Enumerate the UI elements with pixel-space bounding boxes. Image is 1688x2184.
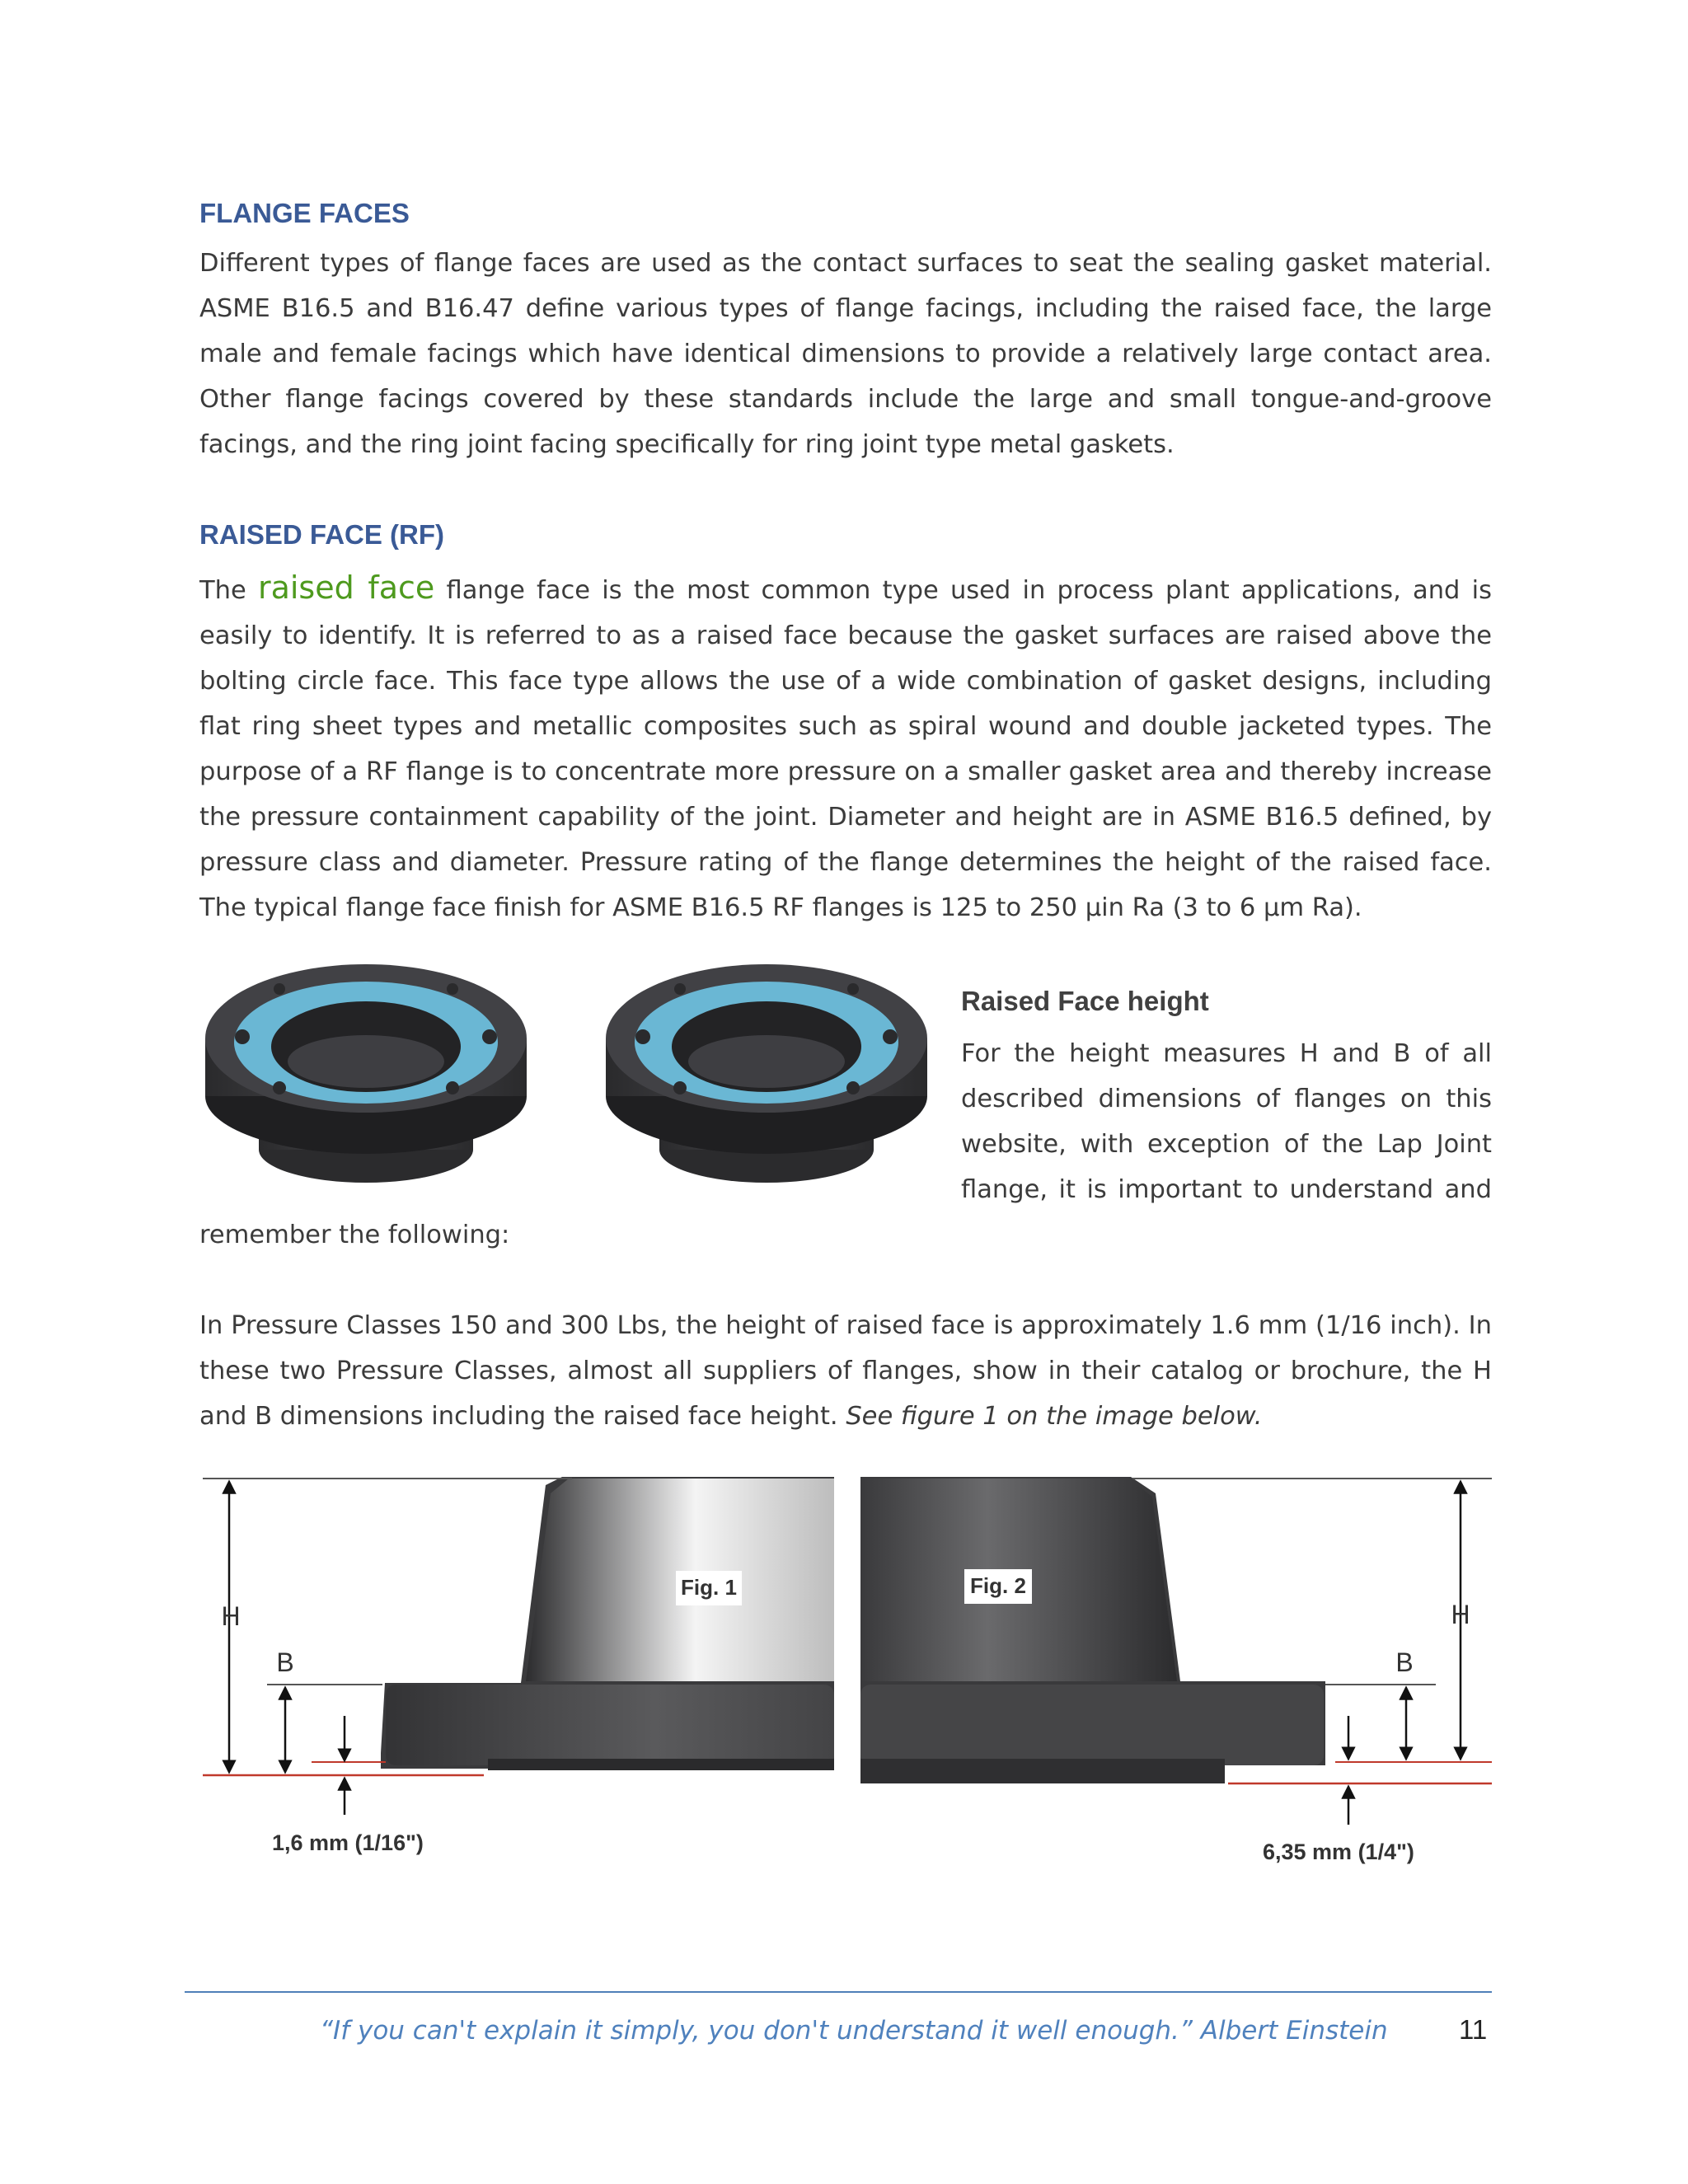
h-label-right: H: [1451, 1600, 1470, 1629]
paragraph-raised-face-height: For the height measures H and B of all described dimensions of flanges on this website, with exception of the Lap Joint flange, it is important to understand and: [961, 1039, 1492, 1204]
fig2-label: Fig. 2: [970, 1573, 1026, 1598]
b-label-left: B: [276, 1647, 294, 1677]
fig1-dimension-label: 1,6 mm (1/16"): [272, 1830, 424, 1855]
paragraph-figure-ref: See figure 1 on the image below.: [846, 1402, 1263, 1431]
heading-raised-face-height: Raised Face height: [961, 986, 1209, 1016]
heading-flange-faces: FLANGE FACES: [199, 198, 410, 228]
heading-raised-face: RAISED FACE (RF): [199, 519, 444, 550]
paragraph-flange-faces: Different types of flange faces are used as the contact surfaces to seat the sealing gasket material. ASME B16.5 and B16.47 define various types of flange facings, including the raised face, the large male and female facings which have identical dimensions to provide a relatively large contact area. Other flange facings covered by these standards include the large and small tongue-and-groove facings, and the ring joint facing specifically for ring joint type metal gaskets.: [199, 249, 1492, 459]
raised-face-highlight: raised face: [257, 569, 435, 606]
paragraph-raised-face-height-tail: remember the following:: [199, 1221, 510, 1249]
footer-quote: “If you can't explain it simply, you don't understand it well enough.” Albert Einstein: [320, 2016, 1388, 2046]
paragraph-pressure-main: In Pressure Classes 150 and 300 Lbs, the height of raised face is approximately 1.6 mm (1/16 inch). In these two Pressure Classes, almost all suppliers of flanges, show in their catalog or brochure, the H and B dimensions including the raised face height.: [199, 1311, 1492, 1431]
paragraph-pressure-classes: [199, 1303, 1492, 1439]
raised-face-dimension-diagram: [199, 1469, 1493, 1872]
paragraph-raised-face: [199, 565, 1492, 930]
paragraph-lead: The: [199, 576, 246, 605]
raised-face-flange-image-right: [602, 964, 931, 1195]
paragraph-rest: flange face is the most common type used in process plant applications, and is easily to identify. It is referred to as a raised face because the gasket surfaces are raised above the bolting circle face. This face type allows the use of a wide combination of gasket designs, including flat ring sheet types and metallic composites such as spiral wound and double jacketed types. The purpose of a RF flange is to concentrate more pressure on a smaller gasket area and thereby increase the pressure containment capability of the joint. Diameter and height are in ASME B16.5 defined, by pressure class and diameter. Pressure rating of the flange determines the height of the raised face. The typical flange face finish for ASME B16.5 RF flanges is 125 to 250 µin Ra (3 to 6 µm Ra).: [199, 576, 1492, 922]
h-label-left: H: [221, 1601, 241, 1631]
page-number: 11: [1459, 2014, 1488, 2045]
b-label-right: B: [1395, 1647, 1414, 1677]
raised-face-flange-image-left: [201, 964, 531, 1195]
fig1-label: Fig. 1: [681, 1575, 737, 1600]
footer-divider: [185, 1991, 1492, 1993]
fig2-dimension-label: 6,35 mm (1/4"): [1263, 1840, 1414, 1864]
